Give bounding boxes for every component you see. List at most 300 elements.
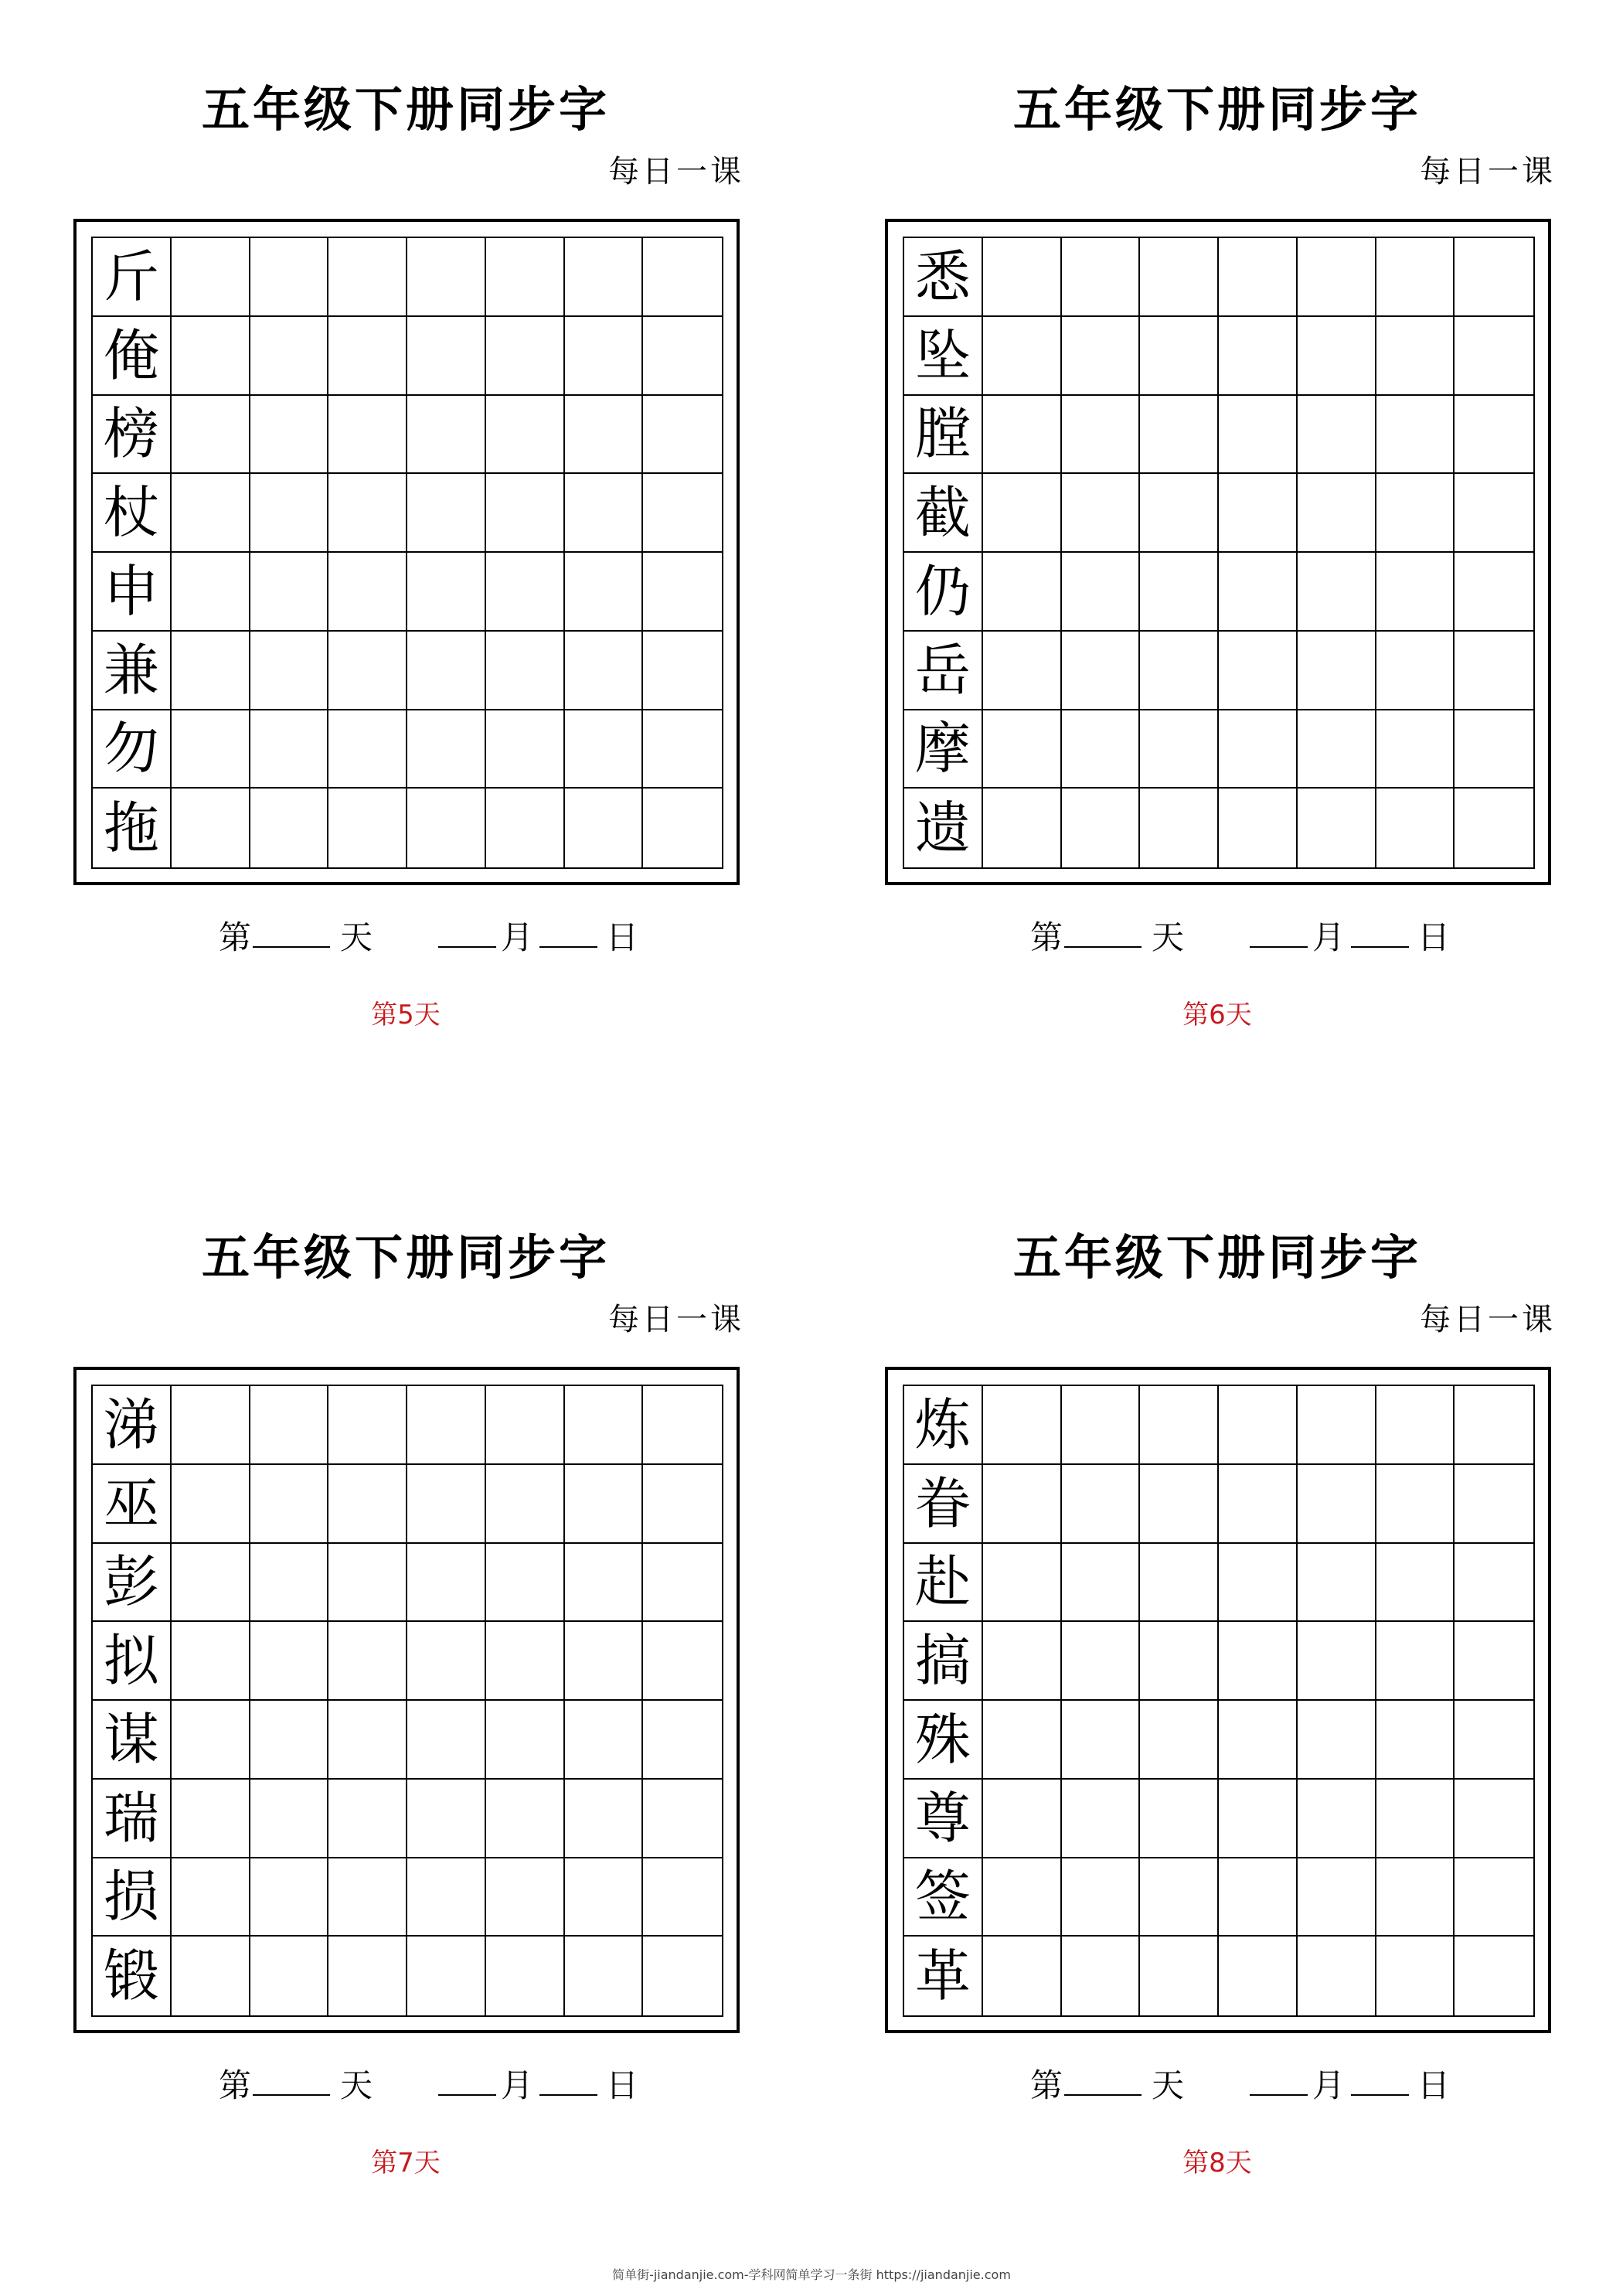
writing-cell[interactable]	[1140, 1386, 1219, 1465]
worksheet-subtitle: 每日一课	[1420, 154, 1556, 189]
writing-cell[interactable]	[983, 474, 1062, 553]
writing-cell[interactable]	[1455, 553, 1533, 632]
writing-cell[interactable]	[172, 1544, 250, 1623]
writing-cell[interactable]	[172, 710, 250, 789]
writing-cell[interactable]	[1219, 1465, 1298, 1544]
writing-cell[interactable]	[643, 1465, 722, 1544]
writing-cell[interactable]	[983, 317, 1062, 396]
writing-cell[interactable]	[643, 1386, 722, 1465]
writing-cell[interactable]	[1455, 1544, 1533, 1623]
writing-cell[interactable]	[1219, 1386, 1298, 1465]
writing-cell[interactable]	[1455, 1465, 1533, 1544]
writing-cell[interactable]	[172, 632, 250, 710]
writing-cell[interactable]	[983, 1386, 1062, 1465]
writing-cell[interactable]	[172, 238, 250, 317]
writing-cell[interactable]	[1298, 1701, 1376, 1780]
worksheet-title: 五年级下册同步字	[1012, 81, 1421, 138]
writing-cell[interactable]	[172, 789, 250, 867]
writing-cell[interactable]	[983, 1544, 1062, 1623]
model-character: 尊	[904, 1780, 983, 1858]
writing-cell[interactable]	[565, 1701, 644, 1780]
date-line	[812, 912, 1623, 959]
writing-cell[interactable]	[250, 238, 329, 317]
writing-cell[interactable]	[407, 1386, 486, 1465]
day-number-blank[interactable]	[1064, 912, 1142, 948]
page-footer: 简单街-jiandanjie.com-学科网简单学习一条街 https://jiandanjie.com	[612, 2267, 1011, 2282]
writing-cell[interactable]	[407, 396, 486, 475]
model-character: 截	[904, 474, 983, 553]
model-character: 坠	[904, 317, 983, 396]
day-label: 第5天	[371, 1000, 441, 1030]
writing-cell[interactable]	[1140, 1937, 1219, 2015]
writing-cell[interactable]	[1455, 789, 1533, 867]
date-day-label: 日	[606, 2066, 639, 2104]
writing-cell[interactable]	[565, 553, 644, 632]
writing-cell[interactable]	[983, 553, 1062, 632]
writing-cell[interactable]	[1455, 1622, 1533, 1701]
writing-cell[interactable]	[1298, 789, 1376, 867]
writing-cell[interactable]	[1062, 1858, 1141, 1937]
writing-cell[interactable]	[328, 1465, 407, 1544]
model-character: 悉	[904, 238, 983, 317]
date-day-suffix: 天	[1152, 2066, 1185, 2104]
writing-cell[interactable]	[1376, 1544, 1455, 1623]
writing-cell[interactable]	[565, 1780, 644, 1858]
writing-cell[interactable]	[407, 1544, 486, 1623]
date-day-suffix: 天	[1152, 918, 1185, 956]
writing-cell[interactable]	[1062, 396, 1141, 475]
writing-cell[interactable]	[643, 474, 722, 553]
writing-cell[interactable]	[1062, 1937, 1141, 2015]
model-character: 瑞	[93, 1780, 172, 1858]
date-month-label: 月	[501, 918, 534, 956]
writing-cell[interactable]	[1062, 238, 1141, 317]
writing-cell[interactable]	[328, 710, 407, 789]
date-day-prefix: 第	[219, 918, 252, 956]
writing-cell[interactable]	[407, 317, 486, 396]
writing-cell[interactable]	[486, 1858, 565, 1937]
writing-cell[interactable]	[486, 710, 565, 789]
writing-cell[interactable]	[565, 1544, 644, 1623]
writing-cell[interactable]	[1455, 1937, 1533, 2015]
writing-cell[interactable]	[172, 553, 250, 632]
writing-cell[interactable]	[1376, 1386, 1455, 1465]
writing-cell[interactable]	[1062, 553, 1141, 632]
writing-cell[interactable]	[1298, 1544, 1376, 1623]
worksheet-2	[812, 0, 1623, 1148]
writing-cell[interactable]	[250, 396, 329, 475]
writing-cell[interactable]	[407, 1780, 486, 1858]
writing-cell[interactable]	[1376, 474, 1455, 553]
writing-cell[interactable]	[1298, 632, 1376, 710]
writing-cell[interactable]	[983, 1780, 1062, 1858]
date-day-prefix: 第	[219, 2066, 252, 2104]
writing-cell[interactable]	[1219, 317, 1298, 396]
writing-cell[interactable]	[1376, 1465, 1455, 1544]
writing-cell[interactable]	[565, 632, 644, 710]
writing-cell[interactable]	[1376, 396, 1455, 475]
writing-cell[interactable]	[1455, 1780, 1533, 1858]
practice-frame	[885, 1367, 1551, 2033]
date-line	[0, 912, 812, 959]
writing-cell[interactable]	[1455, 474, 1533, 553]
date-day-label: 日	[1417, 2066, 1451, 2104]
model-character: 摩	[904, 710, 983, 789]
writing-cell[interactable]	[1140, 1780, 1219, 1858]
writing-cell[interactable]	[328, 1780, 407, 1858]
writing-cell[interactable]	[1298, 1937, 1376, 2015]
writing-cell[interactable]	[1298, 710, 1376, 789]
model-character: 拖	[93, 789, 172, 867]
writing-cell[interactable]	[983, 789, 1062, 867]
writing-cell[interactable]	[172, 1386, 250, 1465]
writing-cell[interactable]	[250, 1701, 329, 1780]
writing-cell[interactable]	[1062, 710, 1141, 789]
date-day-suffix: 天	[340, 2066, 373, 2104]
writing-cell[interactable]	[486, 553, 565, 632]
writing-cell[interactable]	[565, 317, 644, 396]
writing-cell[interactable]	[565, 1465, 644, 1544]
writing-cell[interactable]	[486, 1780, 565, 1858]
writing-cell[interactable]	[1140, 1858, 1219, 1937]
writing-cell[interactable]	[407, 553, 486, 632]
date-day-prefix: 第	[1030, 918, 1063, 956]
writing-cell[interactable]	[565, 1386, 644, 1465]
writing-cell[interactable]	[1376, 1858, 1455, 1937]
writing-cell[interactable]	[328, 238, 407, 317]
writing-cell[interactable]	[1219, 1937, 1298, 2015]
writing-cell[interactable]	[1219, 1544, 1298, 1623]
writing-cell[interactable]	[643, 710, 722, 789]
writing-cell[interactable]	[1376, 1780, 1455, 1858]
model-character: 兼	[93, 632, 172, 710]
writing-cell[interactable]	[1219, 1858, 1298, 1937]
model-character: 拟	[93, 1622, 172, 1701]
writing-cell[interactable]	[1140, 1701, 1219, 1780]
writing-cell[interactable]	[1140, 1622, 1219, 1701]
month-blank[interactable]	[438, 912, 496, 948]
day-label: 第8天	[1182, 2148, 1252, 2178]
writing-cell[interactable]	[486, 1544, 565, 1623]
writing-cell[interactable]	[172, 1622, 250, 1701]
writing-cell[interactable]	[328, 1701, 407, 1780]
writing-cell[interactable]	[565, 396, 644, 475]
model-character: 勿	[93, 710, 172, 789]
worksheet-title: 五年级下册同步字	[201, 81, 610, 138]
writing-cell[interactable]	[643, 1780, 722, 1858]
date-blank[interactable]	[539, 912, 597, 948]
writing-cell[interactable]	[172, 396, 250, 475]
writing-cell[interactable]	[407, 1622, 486, 1701]
date-day-suffix: 天	[340, 918, 373, 956]
practice-grid	[903, 237, 1535, 869]
writing-cell[interactable]	[250, 553, 329, 632]
writing-cell[interactable]	[172, 1780, 250, 1858]
writing-cell[interactable]	[565, 1937, 644, 2015]
writing-cell[interactable]	[1219, 1780, 1298, 1858]
writing-cell[interactable]	[1062, 1701, 1141, 1780]
writing-cell[interactable]	[1298, 317, 1376, 396]
model-character: 签	[904, 1858, 983, 1937]
writing-cell[interactable]	[486, 238, 565, 317]
worksheet-subtitle: 每日一课	[1420, 1302, 1556, 1337]
writing-cell[interactable]	[643, 1858, 722, 1937]
model-character: 俺	[93, 317, 172, 396]
writing-cell[interactable]	[250, 789, 329, 867]
writing-cell[interactable]	[1298, 238, 1376, 317]
writing-cell[interactable]	[250, 710, 329, 789]
model-character: 膛	[904, 396, 983, 475]
writing-cell[interactable]	[328, 632, 407, 710]
writing-cell[interactable]	[1062, 1780, 1141, 1858]
date-day-label: 日	[1417, 918, 1451, 956]
day-number-blank[interactable]	[1064, 2060, 1142, 2096]
writing-cell[interactable]	[1140, 553, 1219, 632]
writing-cell[interactable]	[1376, 632, 1455, 710]
writing-cell[interactable]	[643, 238, 722, 317]
month-blank[interactable]	[1250, 2060, 1308, 2096]
writing-cell[interactable]	[1140, 317, 1219, 396]
writing-cell[interactable]	[407, 474, 486, 553]
writing-cell[interactable]	[1298, 1622, 1376, 1701]
writing-cell[interactable]	[565, 1622, 644, 1701]
writing-cell[interactable]	[407, 789, 486, 867]
day-label: 第6天	[1182, 1000, 1252, 1030]
writing-cell[interactable]	[1455, 1386, 1533, 1465]
writing-cell[interactable]	[328, 553, 407, 632]
writing-cell[interactable]	[565, 710, 644, 789]
date-blank[interactable]	[539, 2060, 597, 2096]
writing-cell[interactable]	[1455, 1701, 1533, 1780]
writing-cell[interactable]	[1455, 238, 1533, 317]
writing-cell[interactable]	[643, 1622, 722, 1701]
model-character: 谋	[93, 1701, 172, 1780]
date-line	[0, 2060, 812, 2107]
writing-cell[interactable]	[250, 474, 329, 553]
practice-grid	[91, 237, 723, 869]
day-number-blank[interactable]	[253, 2060, 330, 2096]
writing-cell[interactable]	[172, 1937, 250, 2015]
writing-cell[interactable]	[1062, 1544, 1141, 1623]
writing-cell[interactable]	[1140, 1544, 1219, 1623]
writing-cell[interactable]	[172, 1465, 250, 1544]
practice-frame	[885, 219, 1551, 885]
writing-cell[interactable]	[172, 1858, 250, 1937]
writing-cell[interactable]	[983, 1465, 1062, 1544]
writing-cell[interactable]	[1219, 789, 1298, 867]
writing-cell[interactable]	[983, 1937, 1062, 2015]
writing-cell[interactable]	[328, 396, 407, 475]
date-month-label: 月	[1312, 2066, 1346, 2104]
writing-cell[interactable]	[1376, 710, 1455, 789]
writing-cell[interactable]	[486, 789, 565, 867]
model-character: 申	[93, 553, 172, 632]
writing-cell[interactable]	[1298, 1386, 1376, 1465]
writing-cell[interactable]	[983, 1622, 1062, 1701]
writing-cell[interactable]	[250, 1937, 329, 2015]
writing-cell[interactable]	[486, 1622, 565, 1701]
writing-cell[interactable]	[486, 474, 565, 553]
writing-cell[interactable]	[250, 1622, 329, 1701]
writing-cell[interactable]	[1298, 474, 1376, 553]
writing-cell[interactable]	[250, 1544, 329, 1623]
writing-cell[interactable]	[1140, 238, 1219, 317]
writing-cell[interactable]	[1455, 710, 1533, 789]
writing-cell[interactable]	[565, 474, 644, 553]
writing-cell[interactable]	[983, 710, 1062, 789]
writing-cell[interactable]	[1062, 1622, 1141, 1701]
writing-cell[interactable]	[1455, 317, 1533, 396]
month-blank[interactable]	[1250, 912, 1308, 948]
writing-cell[interactable]	[643, 1701, 722, 1780]
writing-cell[interactable]	[1376, 317, 1455, 396]
worksheet-subtitle: 每日一课	[608, 1302, 744, 1337]
writing-cell[interactable]	[1298, 1858, 1376, 1937]
writing-cell[interactable]	[1376, 1622, 1455, 1701]
date-day-label: 日	[606, 918, 639, 956]
writing-cell[interactable]	[565, 1858, 644, 1937]
writing-cell[interactable]	[250, 1780, 329, 1858]
writing-cell[interactable]	[1219, 238, 1298, 317]
writing-cell[interactable]	[250, 317, 329, 396]
worksheet-3	[0, 1148, 812, 2296]
worksheet-1	[0, 0, 812, 1148]
writing-cell[interactable]	[407, 1465, 486, 1544]
writing-cell[interactable]	[1140, 710, 1219, 789]
writing-cell[interactable]	[407, 238, 486, 317]
writing-cell[interactable]	[1140, 1465, 1219, 1544]
writing-cell[interactable]	[1140, 632, 1219, 710]
writing-cell[interactable]	[1376, 789, 1455, 867]
worksheet-4	[812, 1148, 1623, 2296]
writing-cell[interactable]	[328, 1386, 407, 1465]
month-blank[interactable]	[438, 2060, 496, 2096]
writing-cell[interactable]	[643, 553, 722, 632]
writing-cell[interactable]	[250, 1465, 329, 1544]
writing-cell[interactable]	[328, 1858, 407, 1937]
worksheet-subtitle: 每日一课	[608, 154, 744, 189]
date-blank[interactable]	[1351, 2060, 1409, 2096]
writing-cell[interactable]	[172, 1701, 250, 1780]
writing-cell[interactable]	[1455, 632, 1533, 710]
writing-cell[interactable]	[486, 317, 565, 396]
model-character: 损	[93, 1858, 172, 1937]
writing-cell[interactable]	[643, 1937, 722, 2015]
day-label: 第7天	[371, 2148, 441, 2178]
writing-cell[interactable]	[983, 396, 1062, 475]
writing-cell[interactable]	[1376, 1937, 1455, 2015]
writing-cell[interactable]	[1298, 1780, 1376, 1858]
writing-cell[interactable]	[565, 789, 644, 867]
writing-cell[interactable]	[983, 1701, 1062, 1780]
writing-cell[interactable]	[172, 474, 250, 553]
writing-cell[interactable]	[643, 1544, 722, 1623]
date-month-label: 月	[501, 2066, 534, 2104]
writing-cell[interactable]	[983, 238, 1062, 317]
writing-cell[interactable]	[486, 1465, 565, 1544]
writing-cell[interactable]	[407, 1937, 486, 2015]
writing-cell[interactable]	[1219, 474, 1298, 553]
writing-cell[interactable]	[1219, 553, 1298, 632]
writing-cell[interactable]	[250, 1858, 329, 1937]
writing-cell[interactable]	[1062, 789, 1141, 867]
model-character: 锻	[93, 1937, 172, 2015]
practice-grid	[91, 1385, 723, 2017]
model-character: 炼	[904, 1386, 983, 1465]
writing-cell[interactable]	[328, 1622, 407, 1701]
writing-cell[interactable]	[1140, 474, 1219, 553]
writing-cell[interactable]	[643, 632, 722, 710]
practice-frame	[73, 1367, 740, 2033]
writing-cell[interactable]	[407, 1701, 486, 1780]
writing-cell[interactable]	[328, 789, 407, 867]
writing-cell[interactable]	[1298, 1465, 1376, 1544]
date-line	[812, 2060, 1623, 2107]
writing-cell[interactable]	[328, 1544, 407, 1623]
writing-cell[interactable]	[1455, 1858, 1533, 1937]
model-character: 仍	[904, 553, 983, 632]
writing-cell[interactable]	[1376, 238, 1455, 317]
writing-cell[interactable]	[1062, 1465, 1141, 1544]
writing-cell[interactable]	[1455, 396, 1533, 475]
writing-cell[interactable]	[486, 396, 565, 475]
writing-cell[interactable]	[1219, 396, 1298, 475]
writing-cell[interactable]	[407, 632, 486, 710]
writing-cell[interactable]	[486, 1701, 565, 1780]
writing-cell[interactable]	[328, 1937, 407, 2015]
writing-cell[interactable]	[328, 317, 407, 396]
model-character: 眷	[904, 1465, 983, 1544]
writing-cell[interactable]	[983, 1858, 1062, 1937]
writing-cell[interactable]	[1219, 632, 1298, 710]
model-character: 殊	[904, 1701, 983, 1780]
writing-cell[interactable]	[486, 1937, 565, 2015]
writing-cell[interactable]	[983, 632, 1062, 710]
writing-cell[interactable]	[1062, 474, 1141, 553]
writing-cell[interactable]	[1298, 553, 1376, 632]
writing-cell[interactable]	[1140, 789, 1219, 867]
writing-cell[interactable]	[1062, 632, 1141, 710]
writing-cell[interactable]	[1219, 1622, 1298, 1701]
writing-cell[interactable]	[1219, 710, 1298, 789]
writing-cell[interactable]	[1140, 396, 1219, 475]
writing-cell[interactable]	[565, 238, 644, 317]
day-number-blank[interactable]	[253, 912, 330, 948]
date-blank[interactable]	[1351, 912, 1409, 948]
model-character: 杖	[93, 474, 172, 553]
writing-cell[interactable]	[486, 1386, 565, 1465]
writing-cell[interactable]	[1219, 1701, 1298, 1780]
writing-cell[interactable]	[172, 317, 250, 396]
writing-cell[interactable]	[643, 396, 722, 475]
writing-cell[interactable]	[1298, 396, 1376, 475]
writing-cell[interactable]	[407, 710, 486, 789]
writing-cell[interactable]	[1376, 1701, 1455, 1780]
writing-cell[interactable]	[643, 317, 722, 396]
writing-cell[interactable]	[1062, 317, 1141, 396]
writing-cell[interactable]	[486, 632, 565, 710]
model-character: 革	[904, 1937, 983, 2015]
model-character: 遗	[904, 789, 983, 867]
writing-cell[interactable]	[250, 632, 329, 710]
writing-cell[interactable]	[250, 1386, 329, 1465]
writing-cell[interactable]	[643, 789, 722, 867]
writing-cell[interactable]	[1062, 1386, 1141, 1465]
model-character: 搞	[904, 1622, 983, 1701]
writing-cell[interactable]	[328, 474, 407, 553]
writing-cell[interactable]	[407, 1858, 486, 1937]
writing-cell[interactable]	[1376, 553, 1455, 632]
